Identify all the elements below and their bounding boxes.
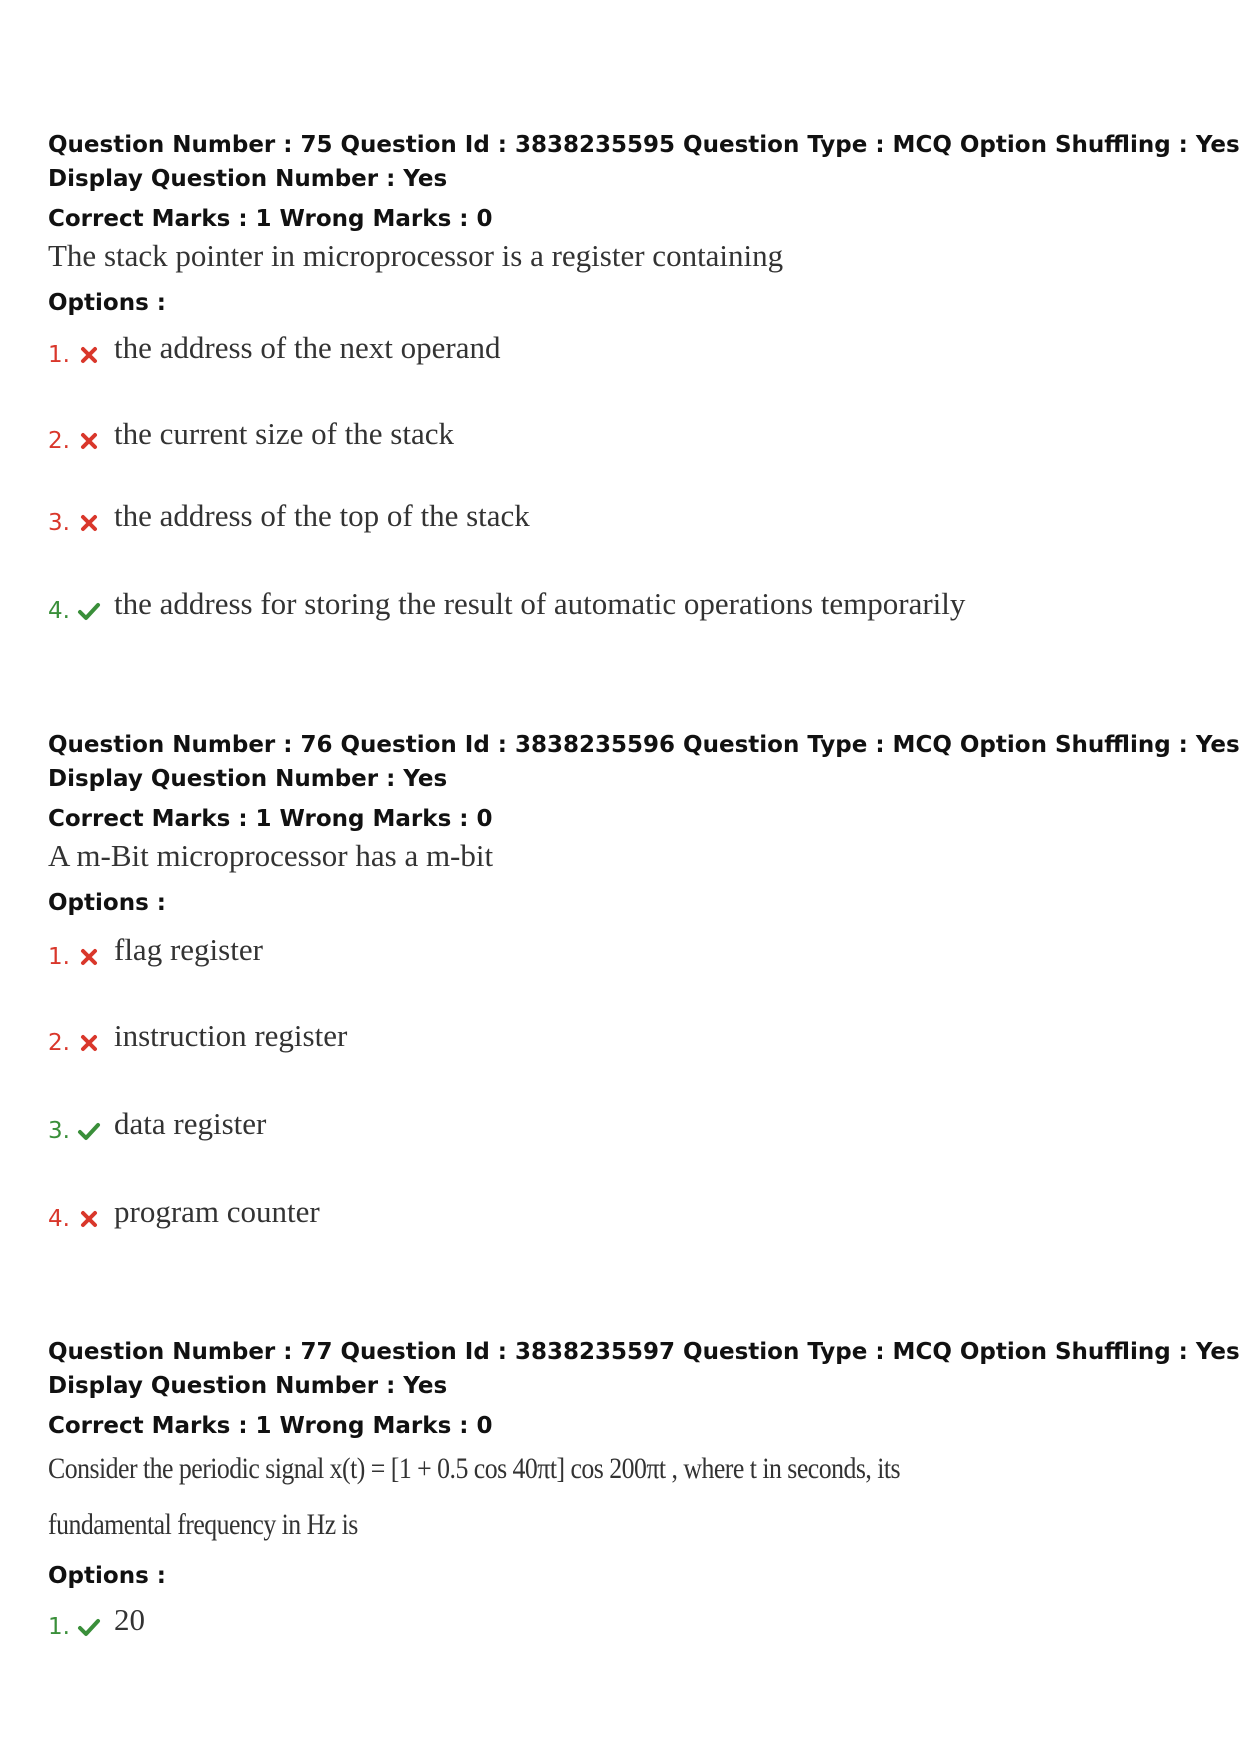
option-item [48,1600,145,1640]
question-77 [48,1335,1240,1593]
options-list [48,328,1208,648]
option-item [48,1192,320,1232]
option-text: 20 [114,1602,145,1637]
option-number: 4. [48,598,70,624]
question-stem: The stack pointer in microprocessor is a register containing [48,238,784,273]
option-number: 4. [48,1206,70,1232]
option-text: the address of the next operand [114,330,501,365]
option-text: the address of the top of the stack [114,498,530,533]
question-stem-line: Consider the periodic signal x(t) = [1 + 0.5 cos 40πt] cos 200πt , where t in seconds, its [48,1452,901,1485]
option-text: the address for storing the result of automatic operations temporarily [114,586,966,621]
option-item [48,584,965,624]
option-item [48,328,501,368]
check-icon [76,1118,102,1144]
option-text: instruction register [114,1018,348,1053]
question-75 [48,128,1240,320]
options-label: Options : [48,290,166,316]
question-meta-line: Question Number : 76 Question Id : 3838235596 Question Type : MCQ Option Shuffling : Yes [48,732,1240,758]
options-list [48,930,1208,1230]
display-number-line: Display Question Number : Yes [48,766,448,792]
options-label: Options : [48,890,166,916]
option-item [48,930,263,970]
option-item [48,1016,347,1056]
display-number-line: Display Question Number : Yes [48,166,448,192]
option-number: 3. [48,510,70,536]
cross-icon [76,510,102,536]
option-number: 3. [48,1118,70,1144]
marks-line: Correct Marks : 1 Wrong Marks : 0 [48,1413,493,1439]
question-stem: A m-Bit microprocessor has a m-bit [48,838,494,873]
marks-line: Correct Marks : 1 Wrong Marks : 0 [48,206,493,232]
cross-icon [76,1030,102,1056]
options-list [48,1600,1208,1660]
option-number: 1. [48,342,70,368]
option-number: 1. [48,1614,70,1640]
question-meta-line: Question Number : 77 Question Id : 3838235597 Question Type : MCQ Option Shuffling : Yes [48,1339,1240,1365]
question-meta-line: Question Number : 75 Question Id : 3838235595 Question Type : MCQ Option Shuffling : Yes [48,132,1240,158]
option-number: 2. [48,1030,70,1056]
option-text: flag register [114,932,263,967]
option-item [48,414,454,454]
check-icon [76,1614,102,1640]
marks-line: Correct Marks : 1 Wrong Marks : 0 [48,806,493,832]
cross-icon [76,342,102,368]
cross-icon [76,428,102,454]
option-text: program counter [114,1194,320,1229]
options-label: Options : [48,1563,166,1589]
question-stem-line: fundamental frequency in Hz is [48,1508,358,1541]
option-text: the current size of the stack [114,416,454,451]
cross-icon [76,1206,102,1232]
question-76 [48,728,1240,920]
check-icon [76,598,102,624]
cross-icon [76,944,102,970]
option-item [48,1104,266,1144]
display-number-line: Display Question Number : Yes [48,1373,448,1399]
option-text: data register [114,1106,267,1141]
option-item [48,496,530,536]
option-number: 1. [48,944,70,970]
option-number: 2. [48,428,70,454]
